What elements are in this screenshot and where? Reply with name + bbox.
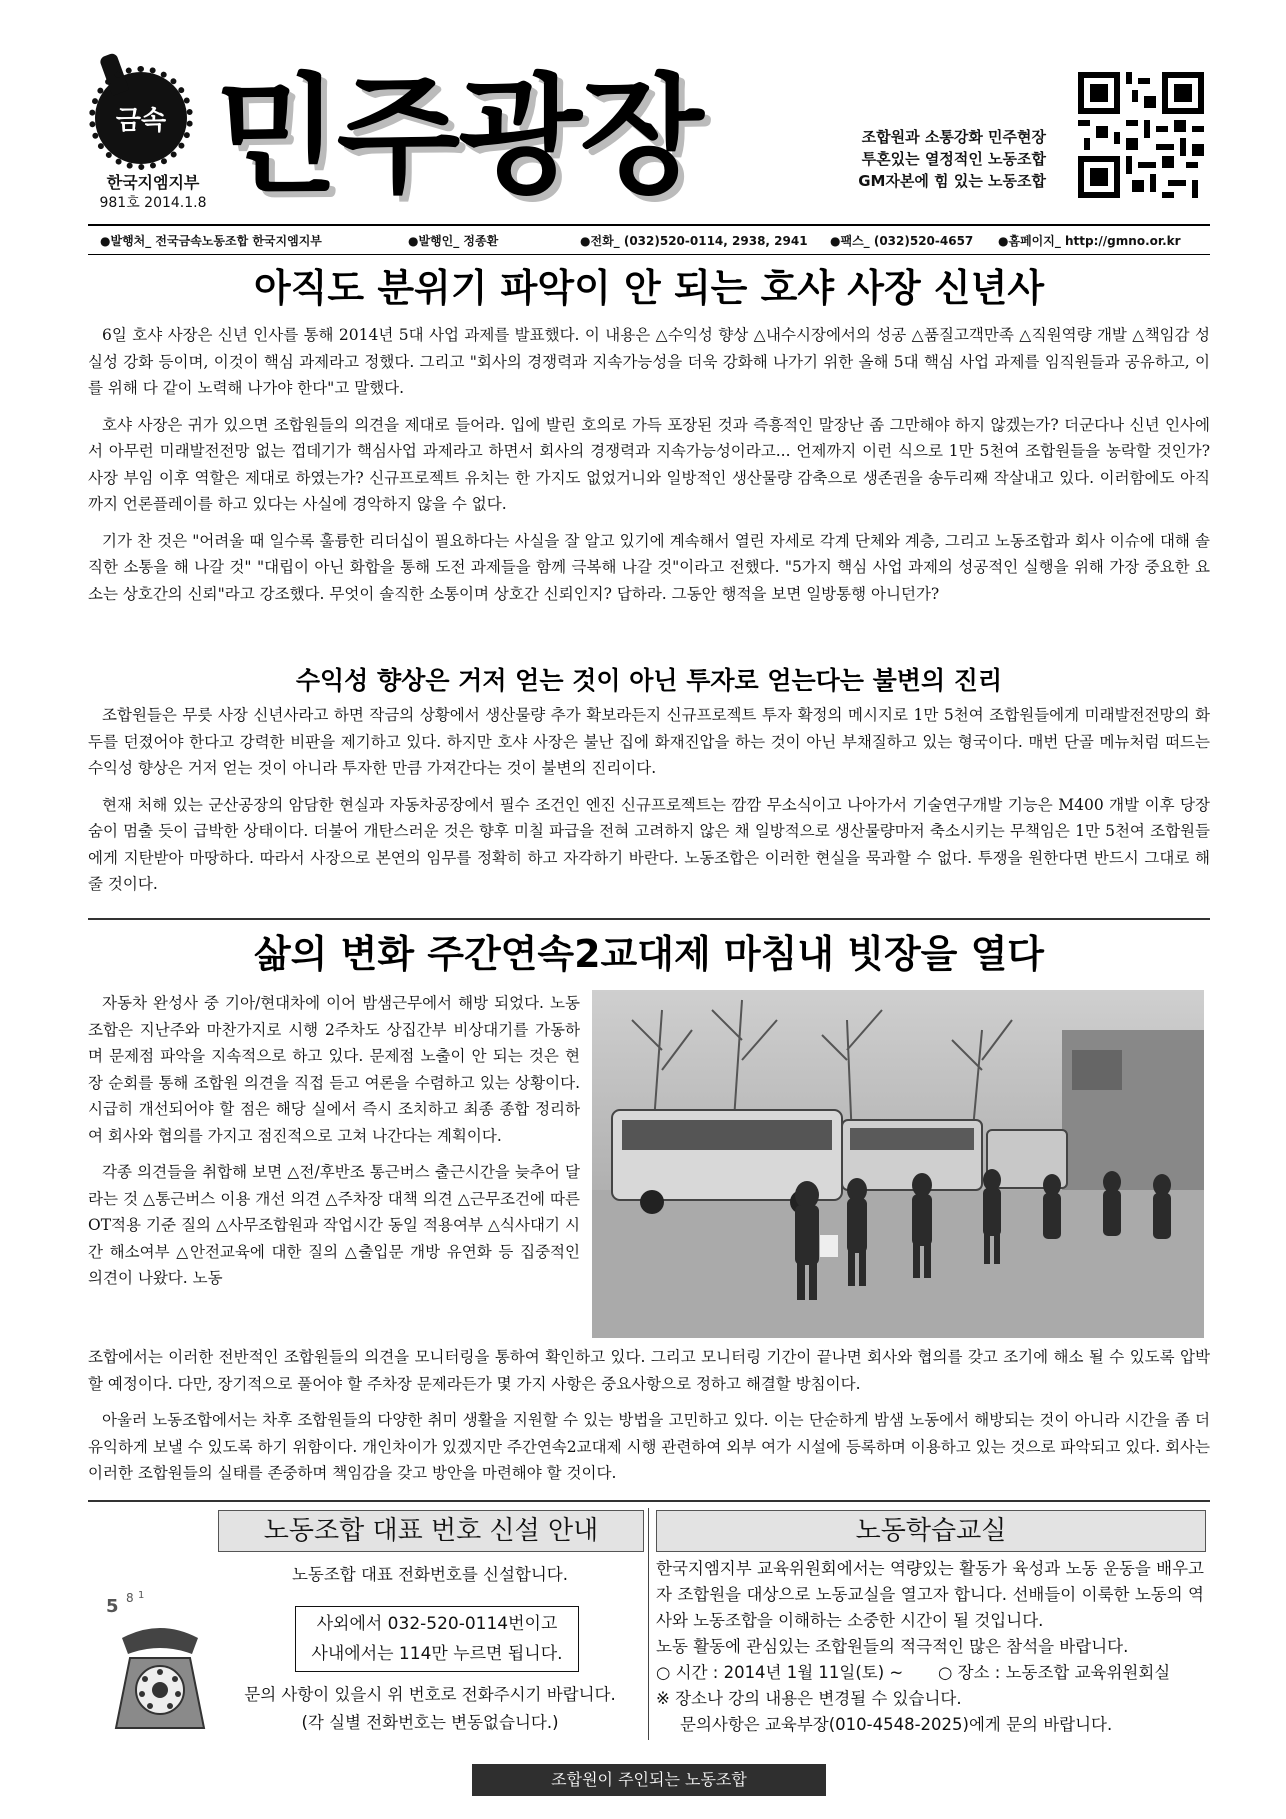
section-divider (88, 918, 1210, 920)
phone-notice-title: 노동조합 대표 번호 신설 안내 (218, 1510, 644, 1552)
article1-paragraph: 6일 호샤 사장은 신년 인사를 통해 2014년 5대 사업 과제를 발표했다. 이 내용은 △수익성 향상 △내수시장에서의 성공 △품질고객만족 △직원역량 개발 △책임감 성실성 강화 등이며, 이것이 핵심 과제라고 정했다. 그리고 "회사의 경쟁력과 지속가능성을 더욱 강화해 나가기 위한 올해 5대 핵심 사업 과제를 임직원들과 공유하고, 이를 위해 다 같이 노력해 나가야 한다"고 말했다. (88, 326, 1210, 397)
article2-paragraph: 각종 의견들을 취합해 보면 △전/후반조 통근버스 출근시간을 늦추어 달라는 것 △통근버스 이용 개선 의견 △주차장 대책 의견 △근무조건에 따른 OT적용 기준 질의 △사무조합원과 작업시간 동일 적용여부 △식사대기 시간 해소여부 △안전교육에 대한 질의 △출입문 개방 유연화 등 집중적인 의견이 나왔다. 노동 (88, 1163, 580, 1287)
schedule-time: ○ 시간 : 2014년 1월 11일(토) ~ (656, 1663, 904, 1682)
issue-number: 981호 2014.1.8 (99, 195, 207, 211)
footer-slogan: 조합원이 주인되는 노동조합 (472, 1764, 826, 1796)
article1-subheading: 수익성 향상은 거저 얻는 것이 아닌 투자로 얻는다는 불변의 진리 (295, 666, 1003, 695)
labor-school-note: ※ 장소나 강의 내용은 변경될 수 있습니다. (656, 1689, 962, 1708)
article1-paragraph: 호샤 사장은 귀가 있으면 조합원들의 의견을 제대로 들어라. 입에 발린 호의로 가득 포장된 것과 즉흥적인 말장난 좀 그만해야 하지 않겠는가? 더군다나 신년 인사에서 아무런 미래발전전망 없는 껍데기가 핵심사업 과제라고 하면서 회사의 경쟁력과 지속가능성이라고... 언제까지 이런 식으로 1만 5천여 조합원들을 농락할 것인가? 사장 부임 이후 역할은 제대로 하였는가? 신규프로젝트 유치는 한 가지도 없었거니와 일방적인 생산물량 감축으로 생존권을 송두리째 작살내고 있다. 이러함에도 아직까지 언론플레이를 하고 있다는 사실에 경악하지 않을 수 없다. (88, 415, 1210, 513)
newspaper-title: 민주광장 (215, 62, 702, 211)
article2-headline: 삶의 변화 주간연속2교대제 마침내 빗장을 열다 (253, 932, 1045, 976)
inside-number-line: 사내에서는 114만 누르면 됩니다. (311, 1644, 563, 1664)
slogan-line: GM자본에 힘 있는 노동조합 (858, 172, 1046, 190)
rotary-phone-icon (100, 1578, 220, 1738)
article1-body-continued (88, 702, 1210, 898)
metal-union-logo (95, 72, 187, 164)
labor-school-text: 노동 활동에 관심있는 조합원들의 적극적인 많은 참석을 바랍니다. (656, 1637, 1129, 1656)
article1-paragraph: 기가 찬 것은 "어려울 때 일수록 훌륭한 리더십이 필요하다는 사실을 잘 알고 있기에 계속해서 열린 자세로 각계 단체와 계층, 그리고 노동조합과 회사 이슈에 대해 솔직한 소통을 해 나갈 것" "대립이 아닌 화합을 통해 도전 과제들을 함께 극복해 나갈 것"이라고 전했다. "5가지 핵심 사업 과제의 성공적인 실행을 위해 가장 중요한 요소는 상호간의 신뢰"라고 강조했다. 무엇이 솔직한 소통이며 상호간 신뢰인지? 답하라. 그동안 행적을 보면 일방통행 아니던가? (88, 531, 1210, 603)
article2-paragraph: 조합에서는 이러한 전반적인 조합원들의 의견을 모니터링을 통하여 확인하고 있다. 그리고 모니터링 기간이 끝나면 회사와 협의를 갖고 조기에 해소 될 수 있도록 압박할 예정이다. 다만, 장기적으로 풀어야 할 주차장 문제라든가 몇 가지 사항은 중요사항으로 정하고 해결할 방침이다. (88, 1348, 1210, 1393)
labor-school-contact: 문의사항은 교육부장(010-4548-2025)에게 문의 바랍니다. (680, 1715, 1113, 1734)
column-separator (648, 1508, 649, 1740)
svg-text:8: 8 (126, 1591, 134, 1605)
svg-text:5: 5 (106, 1596, 119, 1617)
publication-info-bar (100, 232, 1210, 252)
article1-headline: 아직도 분위기 파악이 안 되는 호샤 사장 신년사 (253, 266, 1045, 310)
section-divider (88, 1500, 1210, 1502)
phone-notice-note: (각 실별 전화번호는 변동없습니다.) (301, 1713, 559, 1732)
article2-body-column (88, 990, 580, 1292)
article2-paragraph: 아울러 노동조합에서는 차후 조합원들의 다양한 취미 생활을 지원할 수 있는 방법을 고민하고 있다. 이는 단순하게 밤샘 노동에서 해방되는 것이 아니라 시간을 좀 더 유익하게 보낼 수 있도록 하기 위함이다. 개인차이가 있겠지만 주간연속2교대제 시행 관련하여 외부 여가 시설에 등록하며 이용하고 있는 것으로 파악되고 있다. 회사는 이러한 조합원들의 실태를 존중하며 책임감을 갖고 방안을 마련해야 할 것이다. (88, 1411, 1210, 1482)
phone-number-box (295, 1606, 579, 1672)
phone-notice-note: 문의 사항이 있을시 위 번호로 전화주시기 바랍니다. (244, 1685, 616, 1704)
labor-school-text: 한국지엠지부 교육위원회에서는 역량있는 활동가 육성과 노동 운동을 배우고자 조합원을 대상으로 노동교실을 열고자 합니다. 선배들이 이룩한 노동의 역사와 노동조합을 이해하는 소중한 시간이 될 것입니다. (656, 1559, 1204, 1630)
logo-text: 금속 (115, 106, 167, 136)
issuer-info: ●발행인_ 정종환 (408, 234, 499, 248)
phone-info: ●전화_ (032)520-0114, 2938, 2941 (580, 234, 808, 248)
labor-school-body (656, 1556, 1204, 1738)
phone-notice-intro: 노동조합 대표 전화번호를 신설합니다. (291, 1565, 568, 1584)
labor-school-title: 노동학습교실 (656, 1510, 1206, 1552)
masthead-rule (88, 224, 1210, 226)
article2-paragraph: 자동차 완성사 중 기아/현대차에 이어 밤샘근무에서 해방 되었다. 노동조합은 지난주와 마찬가지로 시행 2주차도 상집간부 비상대기를 가동하며 문제점 파악을 지속적으로 하고 있다. 문제점 노출이 안 되는 것은 현장 순회를 통해 조합원 의견을 직접 듣고 여론을 수렴하고 있는 상황이다. 시급히 개선되어야 할 점은 해당 실에서 즉시 조치하고 최종 종합 정리하여 회사와 협의를 가지고 점진적으로 고쳐 나간다는 계획이다. (88, 994, 580, 1145)
outside-number-line: 사외에서 032-520-0114번이고 (316, 1614, 558, 1634)
svg-text:1: 1 (138, 1590, 145, 1601)
commuters-bus-photo (592, 990, 1204, 1338)
homepage-link[interactable]: ●홈페이지_ http://gmno.or.kr (998, 234, 1181, 248)
article1-paragraph: 현재 처해 있는 군산공장의 암담한 현실과 자동차공장에서 필수 조건인 엔진 신규프로젝트는 깜깜 무소식이고 나아가서 기술연구개발 기능은 M400 개발 이후 당장 숨이 멈출 듯이 급박한 상태이다. 더불어 개탄스러운 것은 향후 미칠 파급을 전혀 고려하지 않은 채 일방적으로 생산물량마저 축소시키는 무책임은 1만 5천여 조합원들에게 지탄받아 마땅하다. 따라서 사장으로 본연의 임무를 정확히 하고 자각하기 바란다. 노동조합은 이러한 현실을 묵과할 수 없다. 투쟁을 원한다면 반드시 그대로 해 줄 것이다. (88, 795, 1210, 893)
labor-school-schedule (656, 1660, 1204, 1686)
article1-paragraph: 조합원들은 무릇 사장 신년사라고 하면 작금의 상황에서 생산물량 추가 확보라든지 신규프로젝트 투자 확정의 메시지로 1만 5천여 조합원들에게 미래발전전망의 화두를 던졌어야 한다고 강력한 비판을 제기하고 있다. 하지만 호샤 사장은 불난 집에 화재진압을 하는 것이 아닌 부채질하고 있는 형국이다. 매번 단골 메뉴처럼 떠드는 수익성 향상은 거저 얻는 것이 아니라 투자한 만큼 가져간다는 것이 불변의 진리이다. (88, 706, 1210, 777)
slogans (786, 126, 1046, 192)
schedule-place: ○ 장소 : 노동조합 교육위원회실 (938, 1663, 1171, 1682)
article2-body-full (88, 1344, 1210, 1487)
article1-body (88, 322, 1210, 607)
slogan-line: 투혼있는 열정적인 노동조합 (861, 150, 1046, 168)
publisher-info: ●발행처_ 전국금속노동조합 한국지엠지부 (100, 234, 322, 248)
branch-name: 한국지엠지부 (106, 173, 200, 192)
info-rule (88, 254, 1210, 255)
slogan-line: 조합원과 소통강화 민주현장 (861, 128, 1046, 146)
fax-info: ●팩스_ (032)520-4657 (830, 234, 974, 248)
qr-code-icon[interactable] (1078, 72, 1204, 198)
